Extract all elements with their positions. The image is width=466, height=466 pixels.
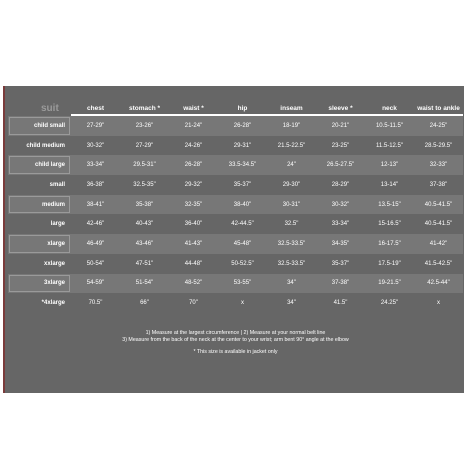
table-cell: 28-29" (331, 181, 350, 188)
table-cell: 21-24" (169, 116, 218, 136)
table-cell: 66" (140, 300, 149, 307)
table-cell: 19-21.5" (365, 274, 414, 294)
table-cell: 24-25" (414, 116, 463, 136)
table-row (8, 195, 463, 215)
table-cell: 40.5-41.5" (424, 221, 453, 228)
table-cell: 44-48" (184, 260, 203, 267)
table-cell: 17.5-19" (378, 260, 401, 267)
footnote-line: 3) Measure from the back of the neck at the center to your wrist; arm bent 90° angle at the elbow (122, 337, 349, 343)
table-cell: 26.5-27.5" (316, 155, 365, 175)
size-chart-table (8, 90, 463, 313)
table-cell: 34" (267, 274, 316, 294)
table-cell: x (241, 300, 244, 307)
column-header: waist to ankle (414, 90, 463, 116)
table-cell: x (437, 300, 440, 307)
table-row (8, 234, 463, 254)
table-cell: 41.5-42.5" (424, 260, 453, 267)
table-cell: 29-31" (233, 142, 252, 149)
table-cell: 51-54" (120, 274, 169, 294)
table-cell: 40-43" (135, 221, 154, 228)
table-row (8, 214, 463, 234)
size-label: medium (8, 195, 71, 215)
table-cell: 29-32" (184, 181, 203, 188)
table-cell: 37-38" (316, 274, 365, 294)
table-row (8, 254, 463, 274)
table-cell: 53-55" (218, 274, 267, 294)
size-label: small (49, 181, 65, 188)
table-cell: 10.5-11.5" (365, 116, 414, 136)
column-header: inseam (267, 90, 316, 116)
table-cell: 32.5" (284, 221, 299, 228)
table-cell: 70.5" (88, 300, 103, 307)
table-cell: 35-38" (120, 195, 169, 215)
table-cell: 29.5-31" (120, 155, 169, 175)
table-cell: 40.5-41.5" (414, 195, 463, 215)
table-cell: 32-35" (169, 195, 218, 215)
table-cell: 30-31" (267, 195, 316, 215)
table-row (8, 136, 463, 156)
column-header: hip (218, 90, 267, 116)
table-cell: 11.5-12.5" (375, 142, 404, 149)
table-cell: 24-26" (184, 142, 203, 149)
table-cell: 24" (267, 155, 316, 175)
table-cell: 32.5-33.5" (267, 234, 316, 254)
table-cell: 46-49" (71, 234, 120, 254)
table-cell: 26-28" (169, 155, 218, 175)
table-cell: 30-32" (316, 195, 365, 215)
column-header: stomach * (120, 90, 169, 116)
footnote-jacket-only: * This size is available in jacket only (193, 349, 278, 355)
table-cell: 50-54" (86, 260, 105, 267)
table-cell: 34" (287, 300, 296, 307)
table-cell: 13-14" (380, 181, 399, 188)
table-cell: 38-41" (71, 195, 120, 215)
table-cell: 42-46" (86, 221, 105, 228)
table-cell: 43-46" (120, 234, 169, 254)
table-cell: 18-19" (267, 116, 316, 136)
table-cell: 41-43" (169, 234, 218, 254)
table-row (8, 155, 463, 175)
table-cell: 32.5-35" (133, 181, 156, 188)
table-cell: 34-35" (316, 234, 365, 254)
table-cell: 54-59" (71, 274, 120, 294)
table-cell: 35-37" (331, 260, 350, 267)
size-label: *4xlarge (41, 300, 65, 307)
table-cell: 32.5-33.5" (277, 260, 306, 267)
table-cell: 42-44.5" (231, 221, 254, 228)
table-cell: 70" (189, 300, 198, 307)
table-title: suit (41, 103, 59, 114)
table-cell: 15-16.5" (378, 221, 401, 228)
table-cell: 33-34" (331, 221, 350, 228)
column-header: sleeve * (316, 90, 365, 116)
table-row (8, 274, 463, 294)
column-header: chest (71, 90, 120, 116)
table-cell: 28.5-29.5" (424, 142, 453, 149)
footnote-line: 1) Measure at the largest circumference | 2) Measure at your normal belt line (145, 330, 326, 336)
table-cell: 36-38" (86, 181, 105, 188)
table-cell: 37-38" (429, 181, 448, 188)
table-cell: 21.5-22.5" (277, 142, 306, 149)
table-cell: 35-37" (233, 181, 252, 188)
column-header: neck (365, 90, 414, 116)
table-cell: 29-30" (282, 181, 301, 188)
size-label: child large (8, 155, 71, 175)
table-cell: 38-40" (218, 195, 267, 215)
table-row (8, 116, 463, 136)
size-label: xlarge (8, 234, 71, 254)
table-cell: 24.25" (380, 300, 399, 307)
table-cell: 32-33" (414, 155, 463, 175)
table-cell: 41-42" (414, 234, 463, 254)
size-label: large (50, 221, 65, 228)
table-cell: 23-26" (120, 116, 169, 136)
footnotes-measure (5, 330, 466, 344)
table-cell: 27-29" (135, 142, 154, 149)
size-label: 3xlarge (8, 274, 71, 294)
table-cell: 45-48" (218, 234, 267, 254)
size-label: xxlarge (43, 260, 65, 267)
size-label: child medium (26, 142, 65, 149)
table-cell: 26-28" (218, 116, 267, 136)
table-cell: 42.5-44" (414, 274, 463, 294)
table-cell: 23-25" (331, 142, 350, 149)
table-cell: 36-40" (184, 221, 203, 228)
table-cell: 33-34" (71, 155, 120, 175)
table-cell: 30-32" (86, 142, 105, 149)
table-cell: 16-17.5" (365, 234, 414, 254)
table-cell: 50-52.5" (231, 260, 254, 267)
table-cell: 27-29" (71, 116, 120, 136)
table-cell: 12-13" (365, 155, 414, 175)
size-chart-panel (3, 86, 464, 393)
table-cell: 13.5-15" (365, 195, 414, 215)
column-header: waist * (169, 90, 218, 116)
table-cell: 41.5" (333, 300, 348, 307)
table-cell: 33.5-34.5" (218, 155, 267, 175)
table-cell: 20-21" (316, 116, 365, 136)
table-cell: 47-51" (135, 260, 154, 267)
table-row (8, 293, 463, 313)
header-row (8, 90, 463, 116)
table-row (8, 175, 463, 195)
size-label: child small (8, 116, 71, 136)
table-cell: 48-52" (169, 274, 218, 294)
